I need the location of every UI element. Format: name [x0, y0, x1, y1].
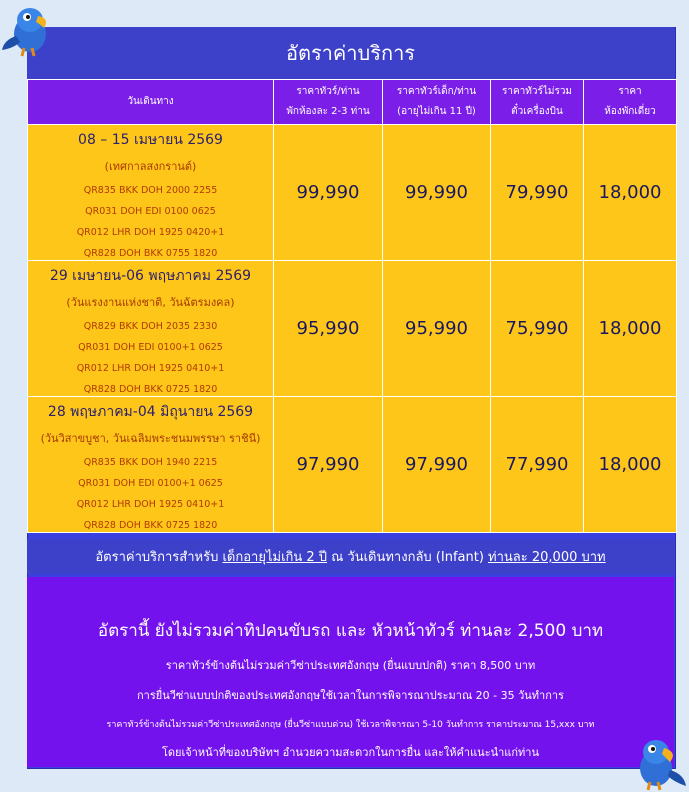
price-child: 97,990	[383, 397, 491, 533]
flight-line: QR835 BKK DOH 2000 2255	[83, 185, 218, 196]
infant-age: เด็กอายุไม่เกิน 2 ปี	[222, 550, 328, 565]
tip-notice: อัตรานี้ ยังไม่รวมค่าทิปคนขับรถ และ หัวหน้าทัวร์ ท่านละ 2,500 บาท	[97, 621, 604, 641]
trip-dates: 28 พฤษภาคม-04 มิถุนายน 2569	[47, 404, 254, 420]
trip-holiday: (วันวิสาขบูชา, วันเฉลิมพระชนมพรรษา ราชินี)	[40, 432, 261, 445]
trip-cell	[28, 125, 274, 261]
price-no-ticket: 75,990	[491, 261, 584, 397]
table-row	[28, 261, 677, 397]
flight-line: QR031 DOH EDI 0100 0625	[85, 206, 216, 217]
visa-duration-note: การยื่นวีซ่าแบบปกติของประเทศอังกฤษใช้เวลาในการพิจารณาประมาณ 20 - 35 วันทำการ	[137, 689, 564, 702]
flight-line: QR012 LHR DOH 1925 0420+1	[76, 227, 225, 238]
trip-cell	[28, 397, 274, 533]
rates-table	[27, 79, 677, 533]
flight-line: QR828 DOH BKK 0725 1820	[83, 384, 218, 395]
price-single-room: 18,000	[584, 397, 677, 533]
visa-express-note: ราคาทัวร์ข้างต้นไม่รวมค่าวีซ่าประเทศอังกฤษ (ยื่นวีซ่าแบบด่วน) ใช้เวลาพิจารณา 5-10 วันทำการ ราคาประมาณ 15,xxx บาท	[106, 720, 595, 730]
flight-line: QR829 BKK DOH 2035 2330	[83, 321, 218, 332]
infant-middle: ณ วันเดินทางกลับ (Infant)	[331, 550, 484, 565]
flight-line: QR012 LHR DOH 1925 0410+1	[76, 363, 225, 374]
table-row	[28, 125, 677, 261]
table-header-row	[28, 80, 677, 125]
trip-cell	[28, 261, 274, 397]
header-adult: ราคาทัวร์/ท่าน พักห้องละ 2-3 ท่าน	[274, 80, 383, 125]
infant-price: ท่านละ 20,000 บาท	[488, 550, 606, 565]
flight-line: QR012 LHR DOH 1925 0410+1	[76, 499, 225, 510]
infant-prefix: อัตราค่าบริการสำหรับ	[95, 550, 219, 565]
flight-line: QR031 DOH EDI 0100+1 0625	[78, 342, 223, 353]
infant-rate	[27, 539, 674, 574]
price-child: 95,990	[383, 261, 491, 397]
price-adult: 95,990	[274, 261, 383, 397]
page-title: อัตราค่าบริการ	[27, 27, 674, 79]
trip-dates: 08 – 15 เมษายน 2569	[78, 132, 223, 148]
price-no-ticket: 79,990	[491, 125, 584, 261]
trip-dates: 29 เมษายน-06 พฤษภาคม 2569	[49, 268, 252, 284]
price-child: 99,990	[383, 125, 491, 261]
price-single-room: 18,000	[584, 261, 677, 397]
price-adult: 97,990	[274, 397, 383, 533]
price-single-room: 18,000	[584, 125, 677, 261]
header-no-ticket: ราคาทัวร์ไม่รวม ตั๋วเครื่องบิน	[491, 80, 584, 125]
header-single-room: ราคา ห้องพักเดี่ยว	[584, 80, 677, 125]
staff-assist-note: โดยเจ้าหน้าที่ของบริษัทฯ อำนวยความสะดวกในการยื่น และให้คำแนะนำแก่ท่าน	[161, 746, 540, 759]
notes-box	[27, 577, 674, 767]
flight-line: QR828 DOH BKK 0755 1820	[83, 248, 218, 259]
table-row	[28, 397, 677, 533]
header-trip: วันเดินทาง	[28, 80, 274, 125]
trip-holiday: (วันแรงงานแห่งชาติ, วันฉัตรมงคล)	[66, 296, 235, 309]
visa-normal-note: ราคาทัวร์ข้างต้นไม่รวมค่าวีซ่าประเทศอังกฤษ (ยื่นแบบปกติ) ราคา 8,500 บาท	[165, 659, 536, 672]
header-child: ราคาทัวร์เด็ก/ท่าน (อายุไม่เกิน 11 ปี)	[383, 80, 491, 125]
price-adult: 99,990	[274, 125, 383, 261]
price-no-ticket: 77,990	[491, 397, 584, 533]
parrot-mascot-icon	[0, 0, 56, 58]
flight-line: QR031 DOH EDI 0100+1 0625	[78, 478, 223, 489]
trip-holiday: (เทศกาลสงกรานต์)	[104, 160, 197, 173]
flight-line: QR828 DOH BKK 0725 1820	[83, 520, 218, 531]
parrot-mascot-icon	[628, 730, 688, 792]
flight-line: QR835 BKK DOH 1940 2215	[83, 457, 218, 468]
